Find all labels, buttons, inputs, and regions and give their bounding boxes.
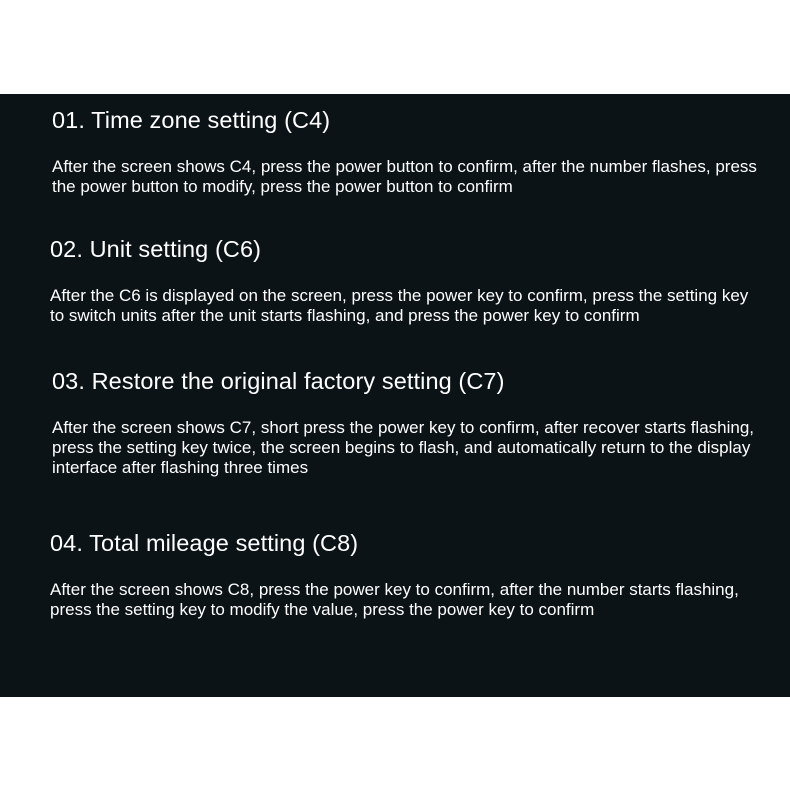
section-heading-factory-reset: 03. Restore the original factory setting (C7) (52, 368, 505, 394)
section-heading-unit: 02. Unit setting (C6) (50, 236, 262, 262)
section-text-factory-reset: After the screen shows C7, short press the power key to confirm, after recover starts flashing, press the setting key twice, the screen begins to flash, and automatically return to the display interface after flashing three times (52, 418, 755, 477)
section-heading-total-mileage: 04. Total mileage setting (C8) (50, 530, 359, 556)
settings-instructions-panel (0, 94, 790, 697)
section-text-total-mileage: After the screen shows C8, press the power key to confirm, after the number starts flashing, press the setting key to modify the value, press the power key to confirm (50, 580, 739, 619)
section-text-time-zone: After the screen shows C4, press the power button to confirm, after the number flashes, press the power button to modify, press the power button to confirm (52, 157, 757, 196)
section-heading-time-zone: 01. Time zone setting (C4) (52, 107, 331, 133)
section-text-unit: After the C6 is displayed on the screen, press the power key to confirm, press the setting key to switch units after the unit starts flashing, and press the power key to confirm (50, 286, 749, 325)
